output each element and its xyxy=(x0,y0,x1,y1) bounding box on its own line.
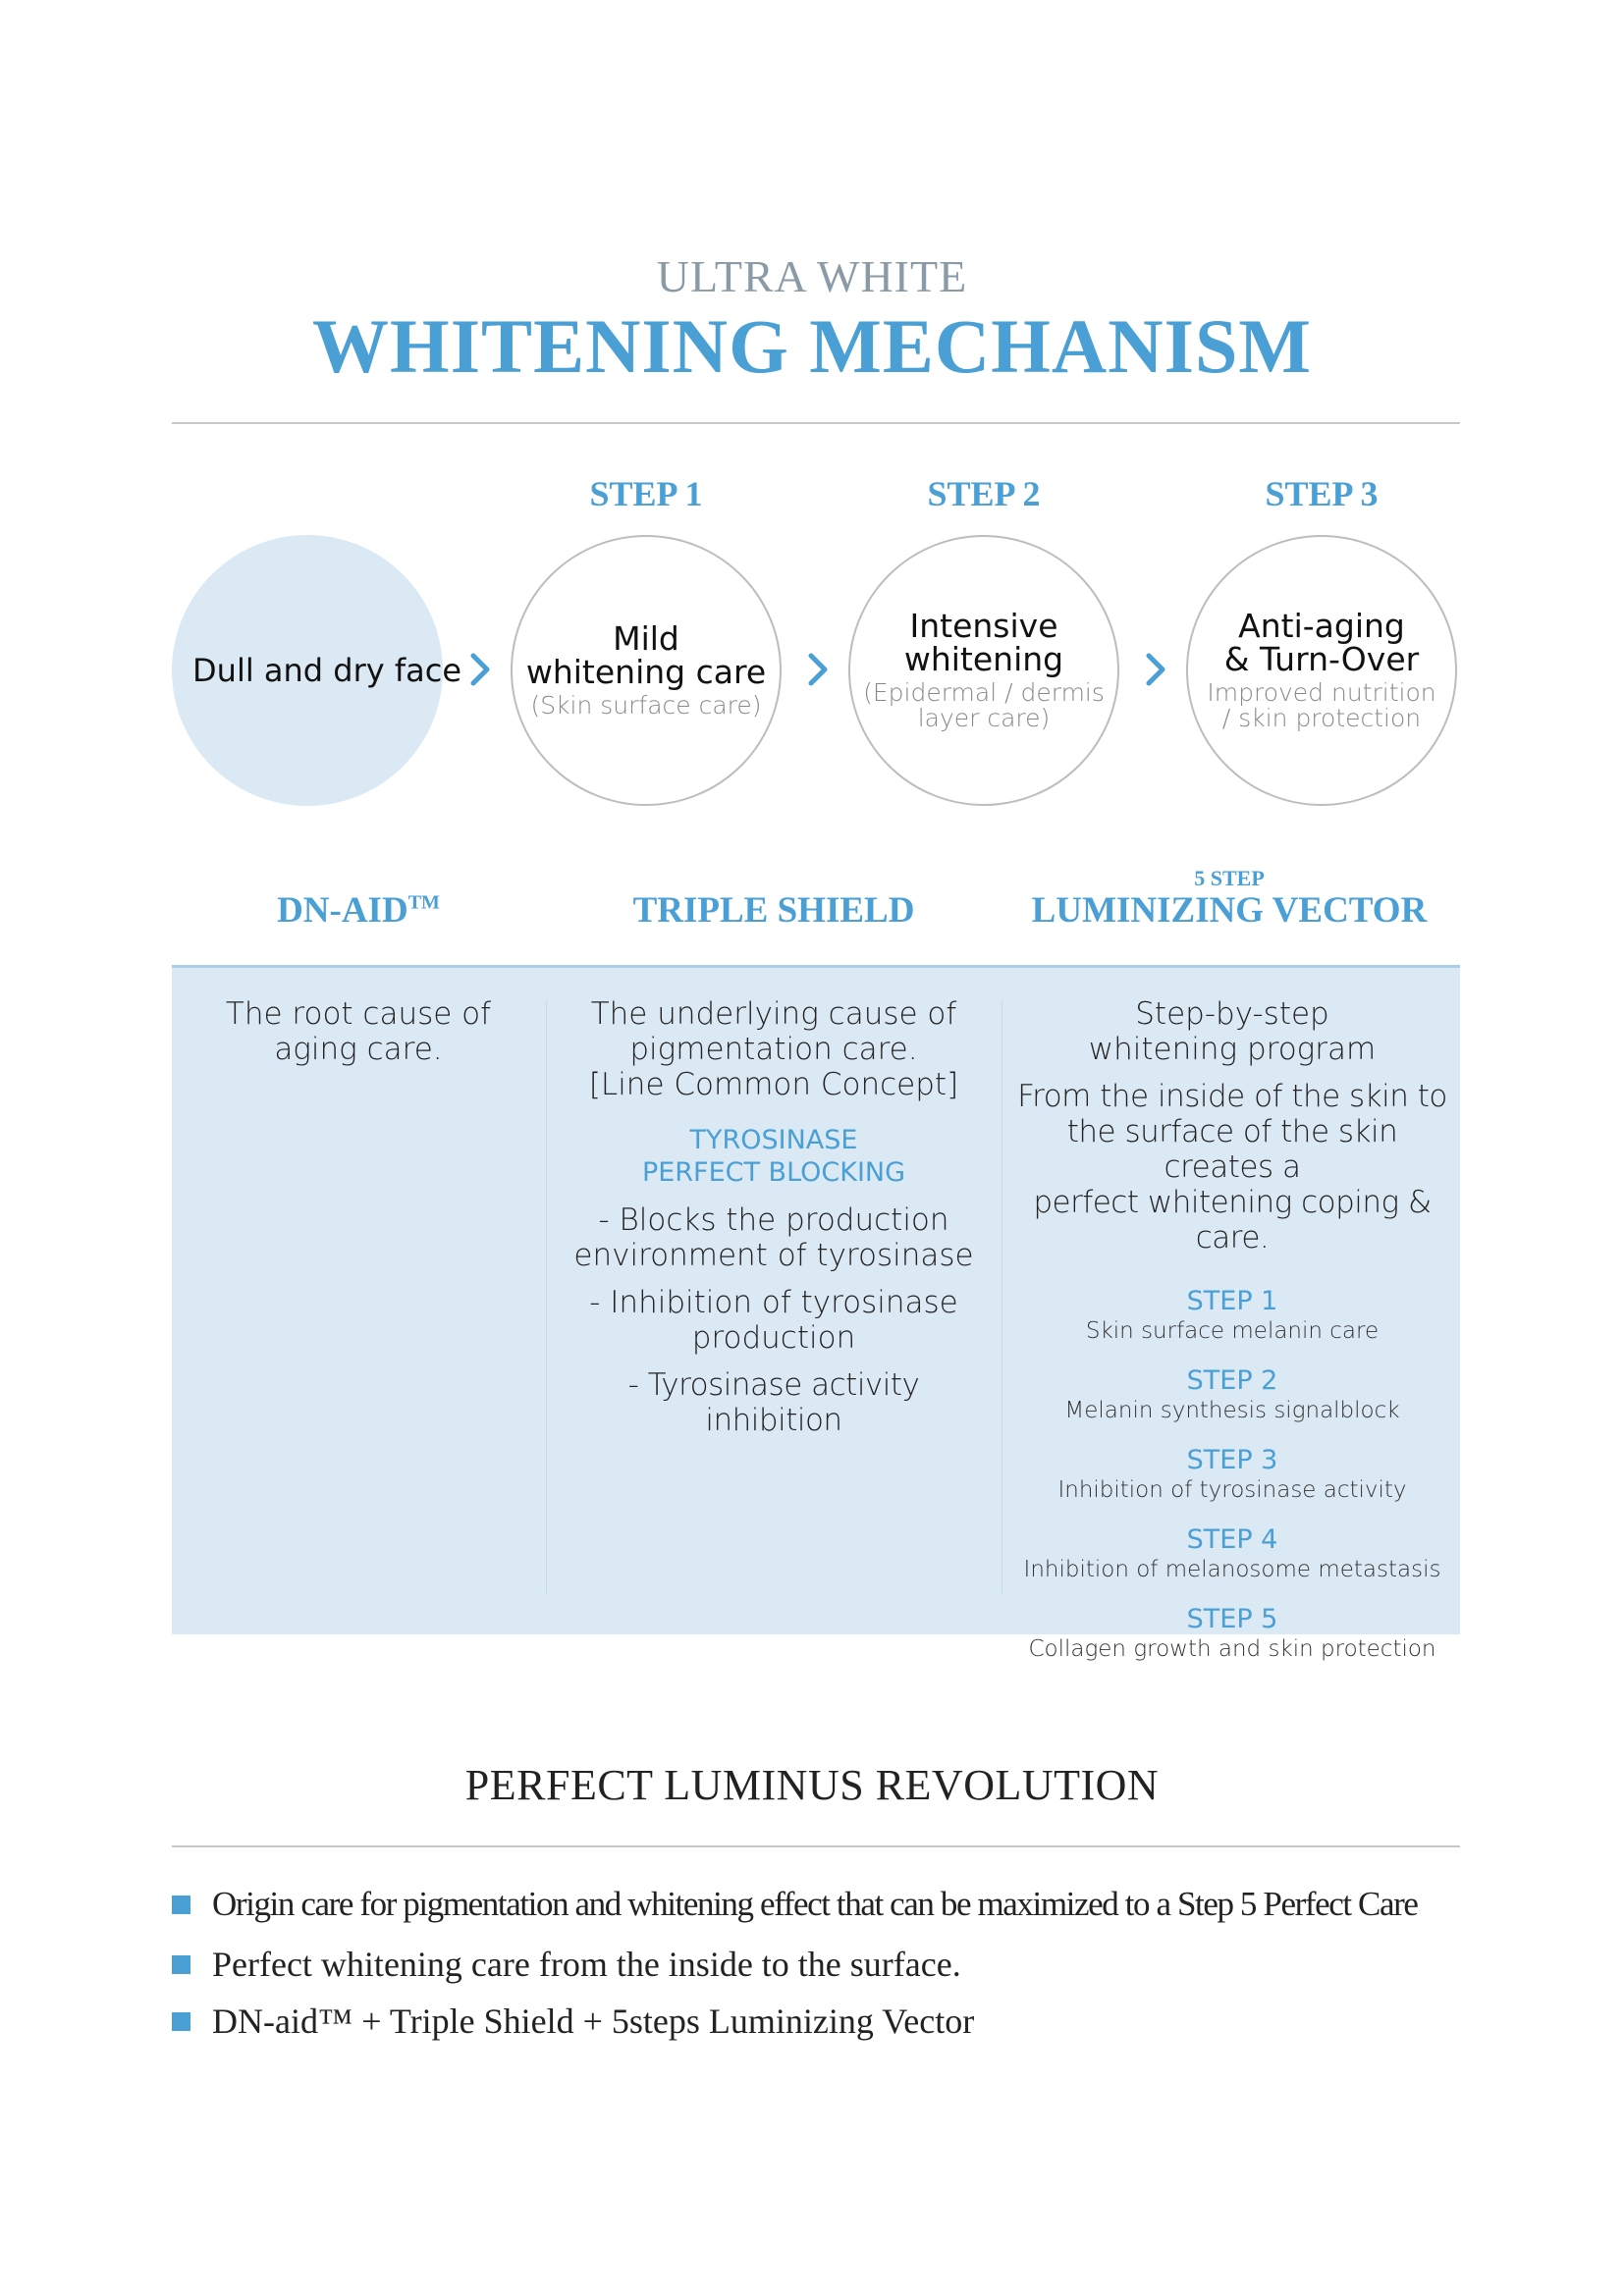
column-subtitle-5-step: 5 STEP xyxy=(1194,866,1265,890)
info-panel-top-border xyxy=(172,965,1460,968)
bullet-text: DN-aid™ + Triple Shield + 5steps Luminizing Vector xyxy=(212,2002,975,2041)
panel-col-triple-shield xyxy=(565,996,983,1438)
triple-bullet-2a: - Inhibition of tyrosinase xyxy=(589,1285,958,1320)
footer-divider xyxy=(172,1845,1460,1847)
bullet-item xyxy=(172,1885,1468,1924)
column-title-dn-aid xyxy=(152,889,565,932)
circle-step1 xyxy=(511,535,782,806)
vector-step-desc: Skin surface melanin care xyxy=(1085,1318,1380,1344)
vector-step-label: STEP 1 xyxy=(1186,1286,1278,1316)
vector-step-desc: Melanin synthesis signalblock xyxy=(1064,1398,1400,1423)
header-divider xyxy=(172,422,1460,424)
chevron-right-icon xyxy=(1141,648,1170,691)
vector-step-desc: Inhibition of melanosome metastasis xyxy=(1023,1557,1441,1582)
vector-step-label: STEP 5 xyxy=(1186,1604,1278,1634)
vector-step-desc: Collagen growth and skin protection xyxy=(1028,1636,1436,1662)
dn-aid-desc-2: aging care. xyxy=(274,1032,443,1067)
triple-desc-2: pigmentation care. xyxy=(629,1032,918,1067)
bullet-text: Origin care for pigmentation and whitening effect that can be maximized to a Step 5 Perfect Care xyxy=(212,1885,1418,1923)
circle-step3-sub-1: Improved nutrition xyxy=(1207,678,1436,707)
square-bullet-icon xyxy=(172,1955,190,1974)
triple-bullet-3: - Tyrosinase activity inhibition xyxy=(627,1367,920,1438)
vector-desc-1: Step-by-step xyxy=(1135,996,1329,1032)
circle-step1-title-1: Mild xyxy=(613,619,679,658)
vector-step-item xyxy=(1016,1364,1448,1424)
circle-step2-title-1: Intensive xyxy=(909,607,1058,645)
triple-bullet-1b: environment of tyrosinase xyxy=(573,1238,974,1273)
triple-desc-3: [Line Common Concept] xyxy=(588,1067,959,1102)
triple-bullet-2b: production xyxy=(691,1320,856,1356)
step1-label: STEP 1 xyxy=(589,474,703,513)
vector-desc-3: From the inside of the skin to xyxy=(1017,1079,1447,1114)
bullet-item xyxy=(172,1944,1468,1985)
circle-dull-face xyxy=(172,535,461,806)
footer-title: PERFECT LUMINUS REVOLUTION xyxy=(464,1761,1160,1809)
vector-step-desc: Inhibition of tyrosinase activity xyxy=(1057,1477,1407,1503)
circle-step2-title-2: whitening xyxy=(903,640,1064,678)
vector-desc-4: the surface of the skin creates a xyxy=(1066,1114,1398,1185)
square-bullet-icon xyxy=(172,1896,190,1914)
triple-head-2: PERFECT BLOCKING xyxy=(641,1157,906,1188)
circle-step2 xyxy=(848,535,1119,806)
bullet-text: Perfect whitening care from the inside to the surface. xyxy=(212,1945,961,1984)
column-title-dn-aid-text: DN-AID xyxy=(277,890,408,931)
circle-step3-sub-2: / skin protection xyxy=(1221,704,1422,732)
vector-step-item xyxy=(1016,1603,1448,1663)
trademark-mark: TM xyxy=(407,891,440,914)
vector-step-item xyxy=(1016,1523,1448,1583)
bullet-item xyxy=(172,2001,1468,2042)
circle-dull-face-text: Dull and dry face xyxy=(192,652,461,689)
circle-step2-sub-2: layer care) xyxy=(917,704,1051,732)
panel-divider xyxy=(1001,1001,1002,1595)
vector-step-item xyxy=(1016,1285,1448,1345)
page-title: WHITENING MECHANISM xyxy=(312,303,1312,389)
step3-label: STEP 3 xyxy=(1265,474,1379,513)
panel-divider xyxy=(546,1001,547,1595)
circle-step1-title-2: whitening care xyxy=(525,653,767,691)
vector-step-label: STEP 4 xyxy=(1186,1524,1278,1555)
vector-desc-5: perfect whitening coping & care. xyxy=(1033,1185,1432,1255)
panel-col-dn-aid xyxy=(187,996,530,1067)
square-bullet-icon xyxy=(172,2012,190,2031)
circle-step3-title-1: Anti-aging xyxy=(1238,607,1405,645)
chevron-right-icon xyxy=(465,648,495,691)
vector-desc-2: whitening program xyxy=(1088,1032,1377,1067)
triple-desc-1: The underlying cause of xyxy=(590,996,957,1032)
chevron-right-icon xyxy=(803,648,833,691)
vector-step-item xyxy=(1016,1444,1448,1504)
circle-step2-sub-1: (Epidermal / dermis xyxy=(863,678,1105,707)
step2-label: STEP 2 xyxy=(927,474,1041,513)
column-title-triple-shield: TRIPLE SHIELD xyxy=(632,890,915,931)
vector-step-label: STEP 2 xyxy=(1186,1365,1278,1396)
panel-col-vector xyxy=(1016,996,1448,1663)
vector-step-label: STEP 3 xyxy=(1186,1445,1278,1475)
triple-head-1: TYROSINASE xyxy=(689,1125,858,1155)
circle-step1-sub: (Skin surface care) xyxy=(530,691,762,720)
circle-step3 xyxy=(1186,535,1457,806)
column-title-luminizing-vector: LUMINIZING VECTOR xyxy=(1031,890,1428,931)
header-subtitle: ULTRA WHITE xyxy=(656,251,968,301)
circle-step3-title-2: & Turn-Over xyxy=(1223,640,1420,678)
triple-bullet-1a: - Blocks the production xyxy=(598,1202,949,1238)
dn-aid-desc-1: The root cause of xyxy=(225,996,492,1032)
